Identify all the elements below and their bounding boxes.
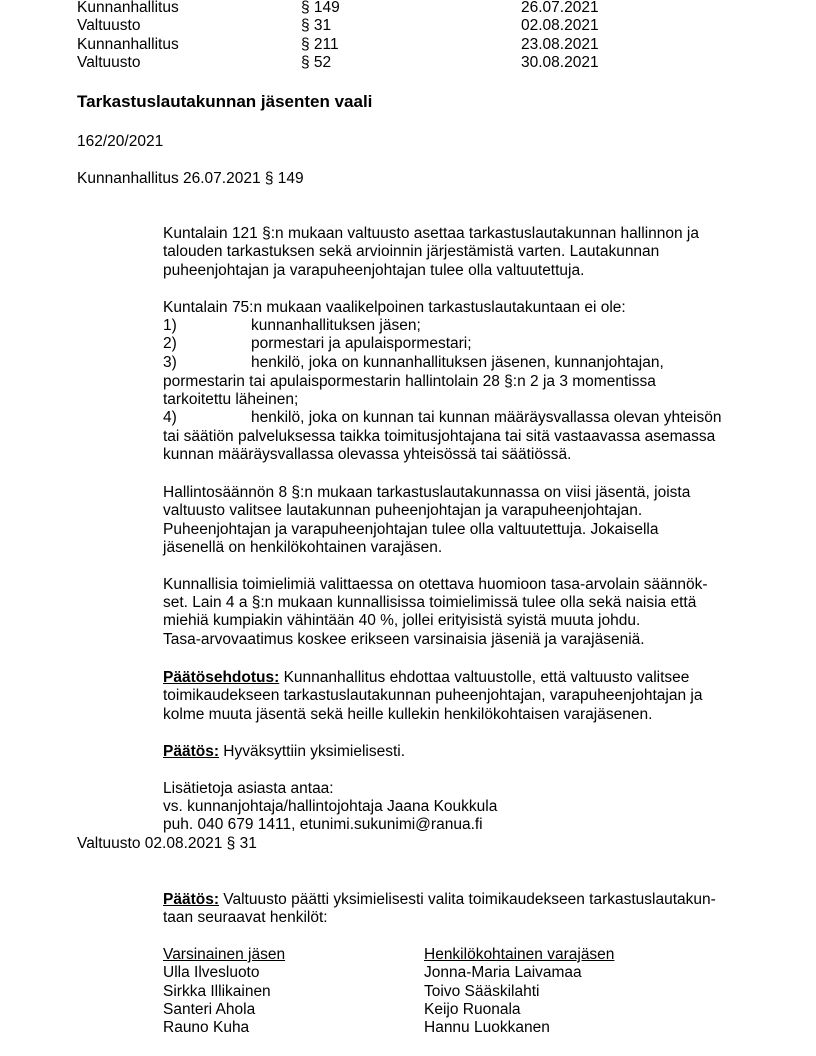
history-date: 26.07.2021 (521, 0, 599, 16)
list-number: 4) (163, 409, 177, 426)
list-number: 1) (163, 317, 177, 334)
list-number: 3) (163, 354, 177, 371)
history-body: Valtuusto (77, 17, 141, 34)
paragraph-line: Kuntalain 121 §:n mukaan valtuusto asettaa tarkastuslautakunnan hallinnon ja (163, 225, 699, 242)
list-item: henkilö, joka on kunnan tai kunnan määräysvallassa olevan yhteisön (251, 409, 722, 426)
deputy-name: Hannu Luokkanen (424, 1019, 550, 1036)
proposal-first-line (163, 669, 689, 687)
decision-text: Hyväksyttiin yksimielisesti. (219, 743, 406, 760)
meeting-heading: Kunnanhallitus 26.07.2021 § 149 (77, 170, 304, 187)
deputy-name: Toivo Sääskilahti (424, 983, 540, 1000)
decision-first-line (163, 891, 716, 909)
decision-label: Päätös: (163, 743, 219, 760)
member-name: Rauno Kuha (163, 1019, 250, 1036)
paragraph-line: puh. 040 679 1411, etunimi.sukunimi@ranua.fi (163, 816, 483, 833)
decision-label: Päätös: (163, 891, 219, 908)
column-header: Varsinainen jäsen (163, 946, 286, 963)
paragraph-line: vs. kunnanjohtaja/hallintojohtaja Jaana Koukkula (163, 798, 498, 815)
document-title: Tarkastuslautakunnan jäsenten vaali (77, 92, 373, 111)
list-item-continuation: pormestarin tai apulaispormestarin hallintolain 28 §:n 2 ja 3 momentissa (163, 373, 656, 390)
column-header: Henkilökohtainen varajäsen (424, 946, 615, 963)
paragraph-line: Kunnallisia toimielimiä valittaessa on otettava huomioon tasa-arvolain säännök- (163, 576, 708, 593)
history-section: § 52 (301, 54, 332, 71)
list-item-continuation: tarkoitettu läheinen; (163, 391, 299, 408)
decision (163, 743, 405, 761)
member-name: Sirkka Illikainen (163, 983, 271, 1000)
member-name: Santeri Ahola (163, 1001, 256, 1018)
history-section: § 31 (301, 17, 332, 34)
list-item-continuation: tai säätiön palveluksessa taikka toimitusjohtajana tai sitä vastaavassa asemassa (163, 428, 716, 445)
paragraph-line: set. Lain 4 a §:n mukaan kunnallisissa toimielimissä tulee olla sekä naisia että (163, 594, 697, 611)
paragraph-line: Kuntalain 75:n mukaan vaalikelpoinen tarkastuslautakuntaan ei ole: (163, 299, 626, 316)
paragraph-line: Puheenjohtajan ja varapuheenjohtajan tulee olla valtuutettuja. Jokaisella (163, 521, 659, 538)
list-number: 2) (163, 335, 177, 352)
paragraph-line: jäsenellä on henkilökohtainen varajäsen. (163, 539, 443, 556)
deputy-name: Jonna-Maria Laivamaa (424, 964, 582, 981)
paragraph-line: talouden tarkastuksen sekä arvioinnin järjestämistä varten. Lautakunnan (163, 243, 660, 260)
paragraph-line: Hallintosäännön 8 §:n mukaan tarkastuslautakunnassa on viisi jäsentä, joista (163, 484, 691, 501)
paragraph-line: Lisätietoja asiasta antaa: (163, 780, 334, 797)
history-section: § 211 (301, 36, 339, 53)
paragraph-line: kolme muuta jäsentä sekä heille kullekin henkilökohtaisen varajäsenen. (163, 706, 653, 723)
member-name: Ulla Ilvesluoto (163, 964, 260, 981)
list-item: henkilö, joka on kunnanhallituksen jäsenen, kunnanjohtajan, (251, 354, 664, 371)
decision-text: Valtuusto päätti yksimielisesti valita toimikaudekseen tarkastuslautakun- (219, 891, 716, 908)
meeting-heading: Valtuusto 02.08.2021 § 31 (77, 835, 257, 852)
paragraph-line: miehiä kumpiakin vähintään 40 %, jollei erityisistä syistä muuta johdu. (163, 612, 641, 629)
paragraph-line: Tasa-arvovaatimus koskee erikseen varsinaisia jäseniä ja varajäseniä. (163, 631, 645, 648)
list-item-continuation: kunnan määräysvallassa olevassa yhteisössä tai säätiössä. (163, 446, 572, 463)
history-body: Valtuusto (77, 54, 141, 71)
history-body: Kunnanhallitus (77, 0, 179, 16)
history-date: 02.08.2021 (521, 17, 599, 34)
history-section: § 149 (301, 0, 340, 16)
list-item: pormestari ja apulaispormestari; (251, 335, 472, 352)
deputy-name: Keijo Ruonala (424, 1001, 521, 1018)
history-body: Kunnanhallitus (77, 36, 179, 53)
paragraph-line: taan seuraavat henkilöt: (163, 909, 328, 926)
proposal-text: Kunnanhallitus ehdottaa valtuustolle, että valtuusto valitsee (279, 669, 690, 686)
proposal-label: Päätösehdotus: (163, 669, 280, 686)
paragraph-line: puheenjohtajan ja varapuheenjohtajan tulee olla valtuutettuja. (163, 262, 585, 279)
history-date: 23.08.2021 (521, 36, 599, 53)
history-date: 30.08.2021 (521, 54, 599, 71)
paragraph-line: valtuusto valitsee lautakunnan puheenjohtajan ja varapuheenjohtajan. (163, 502, 643, 519)
list-item: kunnanhallituksen jäsen; (251, 317, 421, 334)
paragraph-line: toimikaudekseen tarkastuslautakunnan puheenjohtajan, varapuheenjohtajan ja (163, 687, 703, 704)
case-number: 162/20/2021 (77, 133, 164, 150)
